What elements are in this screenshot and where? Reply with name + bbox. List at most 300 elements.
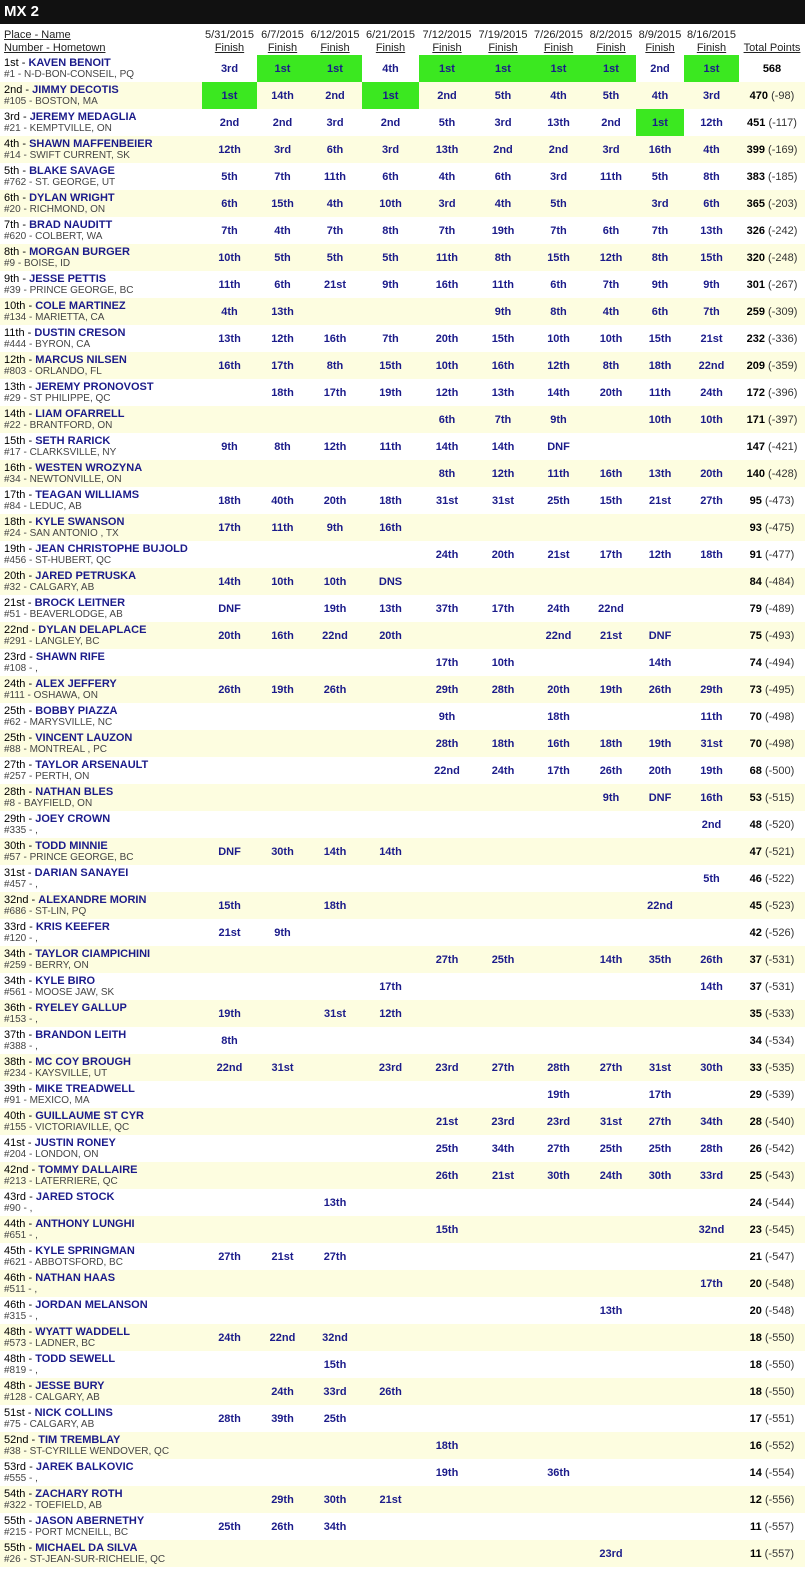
race-finish-cell: 27th: [419, 946, 475, 973]
race-finish-cell: [308, 784, 362, 811]
points-value: 42: [749, 926, 762, 939]
rider-place: 48th: [4, 1379, 26, 1392]
table-row: [0, 1000, 805, 1027]
rider-name-link[interactable]: VINCENT LAUZON: [35, 731, 133, 744]
race-finish-cell: [257, 973, 308, 1000]
race-finish-cell: [257, 1135, 308, 1162]
rider-name-link[interactable]: TAYLOR CIAMPICHINI: [35, 947, 151, 960]
separator: -: [19, 164, 30, 177]
separator: -: [25, 812, 36, 825]
race-finish-cell: 8th: [202, 1027, 257, 1054]
race-finish-cell: 4th: [362, 55, 419, 82]
rider-name-link[interactable]: TAYLOR ARSENAULT: [35, 758, 149, 771]
rider-name-link[interactable]: WYATT WADDELL: [35, 1325, 130, 1338]
place-name-line: [4, 732, 202, 744]
rider-place: 40th: [4, 1109, 26, 1122]
place-name-line: [4, 705, 202, 717]
rider-cell: [0, 703, 202, 730]
rider-name-link[interactable]: JARED STOCK: [35, 1190, 115, 1203]
finish-sort-link[interactable]: Finish: [645, 42, 675, 54]
rider-name-link[interactable]: KYLE SPRINGMAN: [35, 1244, 135, 1257]
race-finish-cell: [636, 1378, 684, 1405]
rider-name-link[interactable]: ALEXANDRE MORIN: [38, 893, 147, 906]
race-finish-cell: [636, 1270, 684, 1297]
rider-name-link[interactable]: JUSTIN RONEY: [34, 1136, 116, 1149]
race-finish-cell: 23rd: [586, 1540, 636, 1567]
rider-name-link[interactable]: RYELEY GALLUP: [35, 1001, 127, 1014]
race-finish-cell: 24th: [586, 1162, 636, 1189]
points-behind: (-554): [764, 1466, 795, 1479]
points-value: 172: [746, 386, 765, 399]
separator: -: [25, 407, 36, 420]
race-finish-cell: 7th: [475, 406, 531, 433]
race-finish-cell: [202, 1270, 257, 1297]
rider-name-link[interactable]: JESSE BURY: [35, 1379, 105, 1392]
points-behind: (-544): [764, 1196, 795, 1209]
race-finish-cell: [684, 649, 739, 676]
total-points-cell: [739, 1378, 805, 1405]
rider-name-link[interactable]: SHAWN MAFFENBEIER: [29, 137, 153, 150]
rider-name-link[interactable]: BRANDON LEITH: [35, 1028, 127, 1041]
race-finish-cell: 4th: [531, 82, 586, 109]
table-row: [0, 406, 805, 433]
rider-name-link[interactable]: KYLE SWANSON: [35, 515, 125, 528]
rider-number-hometown: #20 - RICHMOND, ON: [4, 203, 106, 215]
race-finish-cell: 18th: [475, 730, 531, 757]
points-value: 48: [749, 818, 762, 831]
race-finish-cell: 30th: [531, 1162, 586, 1189]
points-behind: (-552): [764, 1439, 795, 1452]
race-finish-cell: 8th: [531, 298, 586, 325]
finish-sort-link[interactable]: Finish: [596, 42, 626, 54]
race-finish-cell: [362, 676, 419, 703]
rider-name-link[interactable]: TIM TREMBLAY: [38, 1433, 121, 1446]
separator: -: [24, 1406, 35, 1419]
points-behind: (-242): [768, 224, 798, 237]
points-behind: (-500): [764, 764, 795, 777]
rider-place: 14th: [4, 407, 26, 420]
place-name-line: [4, 354, 202, 366]
race-finish-cell: [475, 1243, 531, 1270]
rider-cell: [0, 1405, 202, 1432]
rider-name-link[interactable]: ALEX JEFFERY: [35, 677, 117, 690]
total-points-link[interactable]: Total Points: [743, 42, 801, 54]
rider-name-link[interactable]: MIKE TREADWELL: [35, 1082, 135, 1095]
race-finish-cell: [475, 838, 531, 865]
separator: -: [25, 515, 36, 528]
rider-place: 36th: [4, 1001, 26, 1014]
rider-name-link[interactable]: DYLAN DELAPLACE: [38, 623, 147, 636]
rider-name-link[interactable]: SETH RARICK: [35, 434, 111, 447]
race-finish-cell: [684, 568, 739, 595]
points-behind: (-545): [764, 1223, 795, 1236]
finish-sort-link[interactable]: Finish: [375, 42, 406, 54]
race-finish-cell: [475, 1459, 531, 1486]
total-points-cell: [739, 1540, 805, 1567]
race-finish-cell: [586, 919, 636, 946]
race-finish-cell: 15th: [475, 325, 531, 352]
race-finish-cell: 7th: [202, 217, 257, 244]
race-finish-cell: 17th: [636, 1081, 684, 1108]
rider-name-link[interactable]: GUILLAUME ST CYR: [35, 1109, 144, 1122]
rider-name-link[interactable]: ANTHONY LUNGHI: [35, 1217, 135, 1230]
table-row: [0, 1405, 805, 1432]
total-points-cell: [739, 1189, 805, 1216]
separator: -: [19, 218, 30, 231]
rider-name-link[interactable]: DUSTIN CRESON: [34, 326, 126, 339]
rider-name-link[interactable]: JEREMY PRONOVOST: [35, 380, 154, 393]
rider-place: 53rd: [4, 1460, 27, 1473]
points-value: 34: [749, 1034, 762, 1047]
race-finish-cell: [475, 1270, 531, 1297]
race-finish-cell: [362, 919, 419, 946]
race-finish-cell: [586, 190, 636, 217]
race-finish-cell: [531, 649, 586, 676]
points-value: 451: [747, 116, 766, 129]
race-finish-cell: 17th: [308, 379, 362, 406]
table-row: [0, 757, 805, 784]
race-finish-cell: [684, 892, 739, 919]
race-date: 7/12/2015: [422, 29, 472, 41]
points-value: 470: [749, 89, 769, 102]
rider-name-link[interactable]: ZACHARY ROTH: [35, 1487, 123, 1500]
race-finish-cell: 31st: [586, 1108, 636, 1135]
race-finish-cell: 32nd: [684, 1216, 739, 1243]
race-finish-cell: [257, 757, 308, 784]
finish-sort-link[interactable]: Finish: [214, 42, 245, 54]
rider-place: 22nd: [4, 623, 29, 636]
total-points-cell: [739, 649, 805, 676]
race-finish-cell: 37th: [419, 595, 475, 622]
race-finish-cell: 5th: [586, 82, 636, 109]
race-finish-cell: [308, 649, 362, 676]
race-finish-cell: [586, 514, 636, 541]
race-finish-cell: [475, 811, 531, 838]
race-finish-cell: [636, 703, 684, 730]
rider-place: 19th: [4, 542, 26, 555]
race-finish-cell: 27th: [531, 1135, 586, 1162]
points-behind: (-498): [764, 710, 795, 723]
race-finish-cell: 9th: [684, 271, 739, 298]
rider-name-link[interactable]: BOBBY PIAZZA: [35, 704, 118, 717]
points-value: 73: [749, 683, 762, 696]
number-hometown-header[interactable]: Number - Hometown: [4, 42, 106, 54]
rider-place: 10th: [4, 299, 26, 312]
table-row: [0, 1027, 805, 1054]
race-finish-cell: [419, 811, 475, 838]
race-finish-cell: [362, 865, 419, 892]
race-finish-cell: [202, 460, 257, 487]
rider-place: 4th: [4, 137, 20, 150]
race-finish-cell: 5th: [202, 163, 257, 190]
rider-number-hometown: #34 - NEWTONVILLE, ON: [4, 473, 122, 485]
rider-name-link[interactable]: TEAGAN WILLIAMS: [35, 488, 140, 501]
race-finish-cell: 11th: [475, 271, 531, 298]
total-points-cell: [739, 784, 805, 811]
points-value: 365: [746, 197, 765, 210]
rider-name-link[interactable]: JORDAN MELANSON: [35, 1298, 148, 1311]
race-finish-cell: [257, 649, 308, 676]
name-column-header[interactable]: [0, 24, 202, 55]
race-finish-cell: [531, 1378, 586, 1405]
race-finish-cell: 30th: [684, 1054, 739, 1081]
place-name-line: [4, 921, 202, 933]
finish-sort-link[interactable]: Finish: [432, 42, 462, 54]
rider-name-link[interactable]: MC COY BROUGH: [35, 1055, 131, 1068]
points-value: 95: [749, 494, 762, 507]
race-finish-cell: [308, 1270, 362, 1297]
rider-name-link[interactable]: TODD MINNIE: [35, 839, 108, 852]
place-name-line: [4, 1353, 202, 1365]
race-finish-cell: 8th: [362, 217, 419, 244]
table-row: [0, 1432, 805, 1459]
finish-sort-link[interactable]: Finish: [696, 42, 727, 54]
race-finish-cell: [531, 1486, 586, 1513]
rider-name-link[interactable]: KRIS KEEFER: [35, 920, 110, 933]
race-column-header: [257, 24, 308, 55]
rider-name-link[interactable]: JEAN CHRISTOPHE BUJOLD: [35, 542, 188, 555]
total-points-cell: [739, 973, 805, 1000]
rider-cell: [0, 298, 202, 325]
race-date: 6/7/2015: [261, 29, 304, 41]
rider-name-link[interactable]: JIMMY DECOTIS: [32, 83, 119, 96]
table-row: [0, 298, 805, 325]
table-row: [0, 919, 805, 946]
race-finish-cell: [684, 433, 739, 460]
race-finish-cell: [586, 1405, 636, 1432]
race-finish-cell: [362, 298, 419, 325]
race-finish-cell: [257, 730, 308, 757]
rider-name-link[interactable]: TOMMY DALLAIRE: [38, 1163, 138, 1176]
table-row: [0, 1135, 805, 1162]
rider-place: 7th: [4, 218, 20, 231]
race-finish-cell: [636, 1540, 684, 1567]
rider-place: 18th: [4, 515, 26, 528]
points-value: 28: [749, 1115, 762, 1128]
separator: -: [24, 866, 35, 879]
table-row: [0, 1459, 805, 1486]
rider-place: 31st: [4, 866, 25, 879]
race-finish-cell: DNF: [202, 838, 257, 865]
rider-name-link[interactable]: KYLE BIRO: [35, 974, 96, 987]
rider-name-link[interactable]: LIAM OFARRELL: [35, 407, 125, 420]
race-finish-cell: 14th: [684, 973, 739, 1000]
table-row: [0, 379, 805, 406]
total-points-cell: [739, 325, 805, 352]
race-finish-cell: [475, 514, 531, 541]
table-row: [0, 1054, 805, 1081]
rider-name-link[interactable]: NICK COLLINS: [34, 1406, 113, 1419]
race-finish-cell: [475, 568, 531, 595]
points-behind: (-540): [764, 1115, 795, 1128]
race-finish-cell: [475, 1297, 531, 1324]
rider-name-link[interactable]: TODD SEWELL: [35, 1352, 116, 1365]
race-finish-cell: 21st: [586, 622, 636, 649]
place-name-line: [4, 1515, 202, 1527]
rider-number-hometown: #803 - ORLANDO, FL: [4, 365, 102, 377]
table-row: [0, 838, 805, 865]
race-finish-cell: 6th: [257, 271, 308, 298]
race-finish-cell: [257, 946, 308, 973]
race-finish-cell: 24th: [684, 379, 739, 406]
race-finish-cell: 16th: [362, 514, 419, 541]
points-value: 79: [749, 602, 762, 615]
race-finish-cell: [257, 1432, 308, 1459]
table-row: [0, 973, 805, 1000]
race-finish-cell: 10th: [419, 352, 475, 379]
rider-name-link[interactable]: JARED PETRUSKA: [35, 569, 137, 582]
rider-place: 52nd: [4, 1433, 29, 1446]
place-name-line: [4, 1299, 202, 1311]
race-date: 8/2/2015: [589, 29, 633, 41]
race-finish-cell: [308, 298, 362, 325]
points-behind: (-521): [764, 845, 795, 858]
race-finish-cell: [636, 1405, 684, 1432]
race-finish-cell: 36th: [531, 1459, 586, 1486]
total-points-cell: [739, 271, 805, 298]
place-name-header[interactable]: Place - Name: [4, 29, 71, 41]
race-finish-cell: [684, 1432, 739, 1459]
race-finish-cell: [308, 811, 362, 838]
race-finish-cell: [202, 811, 257, 838]
rider-name-link[interactable]: BROCK LEITNER: [34, 596, 126, 609]
finish-sort-link[interactable]: Finish: [543, 42, 574, 54]
race-finish-cell: [636, 1000, 684, 1027]
race-finish-cell: [684, 1459, 739, 1486]
rider-name-link[interactable]: KAVEN BENOIT: [28, 56, 111, 69]
race-finish-cell: 26th: [636, 676, 684, 703]
race-finish-cell: [636, 1027, 684, 1054]
separator: -: [25, 299, 36, 312]
race-finish-cell: [257, 703, 308, 730]
header-row: [0, 24, 805, 55]
rider-name-link[interactable]: NATHAN BLES: [35, 785, 114, 798]
rider-name-link[interactable]: DARIAN SANAYEI: [34, 866, 129, 879]
separator: -: [25, 569, 36, 582]
rider-cell: [0, 1432, 202, 1459]
finish-sort-link[interactable]: Finish: [488, 42, 518, 54]
place-name-line: [4, 948, 202, 960]
race-finish-cell: [586, 1351, 636, 1378]
race-finish-cell: [308, 460, 362, 487]
race-finish-cell: [308, 1432, 362, 1459]
rider-name-link[interactable]: JEREMY MEDAGLIA: [29, 110, 137, 123]
rider-name-link[interactable]: JOEY CROWN: [35, 812, 111, 825]
rider-name-link[interactable]: DYLAN WRIGHT: [29, 191, 115, 204]
race-finish-cell: 19th: [531, 1081, 586, 1108]
race-finish-cell: 20th: [308, 487, 362, 514]
points-behind: (-396): [768, 386, 798, 399]
points-behind: (-473): [764, 494, 795, 507]
points-behind: (-169): [768, 143, 798, 156]
race-finish-cell: 12th: [475, 460, 531, 487]
rider-name-link[interactable]: BLAKE SAVAGE: [29, 164, 115, 177]
rider-name-link[interactable]: MICHAEL DA SILVA: [35, 1541, 138, 1554]
rider-place: 55th: [4, 1514, 26, 1527]
race-finish-cell: 15th: [202, 892, 257, 919]
rider-name-link[interactable]: BRAD NAUDITT: [29, 218, 113, 231]
race-finish-cell: [684, 1405, 739, 1432]
race-finish-cell: 32nd: [308, 1324, 362, 1351]
race-finish-cell: [257, 1270, 308, 1297]
rider-number-hometown: #511 - ,: [4, 1283, 38, 1295]
race-finish-cell: 18th: [684, 541, 739, 568]
rider-cell: [0, 811, 202, 838]
place-name-line: [4, 1434, 202, 1446]
separator: -: [28, 1433, 39, 1446]
race-finish-cell: 20th: [531, 676, 586, 703]
rider-cell: [0, 568, 202, 595]
total-points-header[interactable]: [739, 24, 805, 55]
rider-number-hometown: #335 - ,: [4, 824, 38, 836]
rider-name-link[interactable]: SHAWN RIFE: [35, 650, 105, 663]
points-behind: (-475): [764, 521, 795, 534]
race-finish-cell: [636, 919, 684, 946]
rider-number-hometown: #213 - LATERRIERE, QC: [4, 1175, 118, 1187]
rider-name-link[interactable]: COLE MARTINEZ: [35, 299, 126, 312]
points-behind: (-498): [764, 737, 795, 750]
race-finish-cell: [636, 1432, 684, 1459]
race-finish-cell: 19th: [362, 379, 419, 406]
race-finish-cell: [475, 703, 531, 730]
race-finish-cell: 17th: [419, 649, 475, 676]
rider-name-link[interactable]: WESTEN WROZYNA: [35, 461, 143, 474]
race-finish-cell: 6th: [586, 217, 636, 244]
rider-name-link[interactable]: JAREK BALKOVIC: [35, 1460, 134, 1473]
rider-place: 51st: [4, 1406, 25, 1419]
rider-number-hometown: #215 - PORT MCNEILL, BC: [4, 1526, 129, 1538]
finish-sort-link[interactable]: Finish: [267, 42, 298, 54]
points-behind: (-556): [764, 1493, 795, 1506]
race-finish-cell: [475, 1000, 531, 1027]
points-behind: (-494): [764, 656, 795, 669]
rider-number-hometown: #457 - ,: [4, 878, 38, 890]
race-date: 7/26/2015: [534, 29, 583, 41]
rider-name-link[interactable]: MORGAN BURGER: [29, 245, 130, 258]
race-finish-cell: [684, 1027, 739, 1054]
race-finish-cell: DNF: [636, 784, 684, 811]
race-finish-cell: 3rd: [586, 136, 636, 163]
race-finish-cell: [202, 1216, 257, 1243]
race-finish-cell: 3rd: [308, 109, 362, 136]
race-finish-cell: 24th: [531, 595, 586, 622]
rider-number-hometown: #620 - COLBERT, WA: [4, 230, 103, 242]
race-finish-cell: [362, 1162, 419, 1189]
points-value: 91: [749, 548, 762, 561]
page-title: MX 2: [0, 0, 805, 24]
rider-name-link[interactable]: JASON ABERNETHY: [35, 1514, 145, 1527]
race-finish-cell: [636, 1243, 684, 1270]
rider-cell: [0, 1108, 202, 1135]
race-finish-cell: 12th: [531, 352, 586, 379]
race-finish-cell: 13th: [202, 325, 257, 352]
rider-place: 17th: [4, 488, 26, 501]
race-finish-cell: [636, 838, 684, 865]
rider-name-link[interactable]: MARCUS NILSEN: [35, 353, 127, 366]
race-finish-cell: 33rd: [308, 1378, 362, 1405]
race-finish-cell: [362, 1189, 419, 1216]
rider-name-link[interactable]: NATHAN HAAS: [35, 1271, 116, 1284]
race-finish-cell: 14th: [202, 568, 257, 595]
rider-cell: [0, 217, 202, 244]
rider-name-link[interactable]: JESSE PETTIS: [29, 272, 107, 285]
race-finish-cell: [362, 784, 419, 811]
finish-sort-link[interactable]: Finish: [320, 42, 350, 54]
race-finish-cell: [419, 1000, 475, 1027]
total-points-cell: [739, 163, 805, 190]
table-row: [0, 460, 805, 487]
separator: -: [28, 1163, 39, 1176]
